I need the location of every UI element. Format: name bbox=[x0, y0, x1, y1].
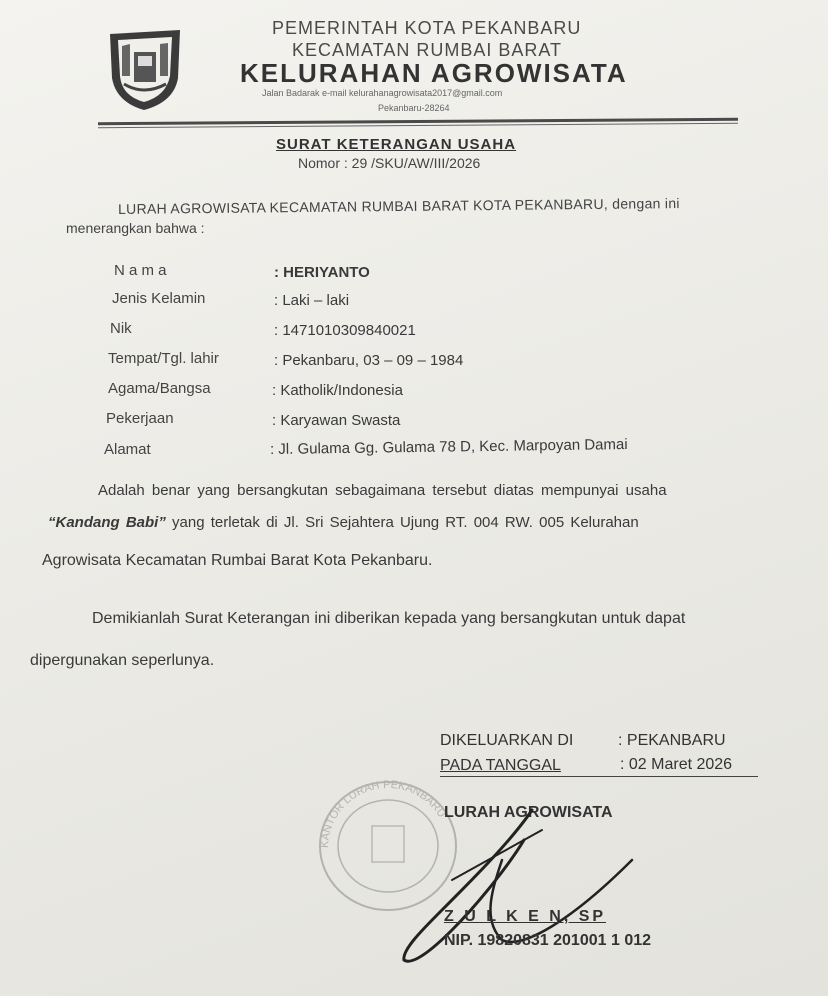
field-label-occupation: Pekerjaan bbox=[106, 410, 174, 427]
issued-date-value: : 02 Maret 2026 bbox=[620, 756, 733, 773]
letterhead-address: Jalan Badarak e-mail kelurahanagrowisata2017@gmail.com bbox=[262, 88, 503, 98]
field-label-address: Alamat bbox=[104, 441, 151, 458]
field-label-gender: Jenis Kelamin bbox=[112, 290, 206, 307]
field-value-occupation: : Karyawan Swasta bbox=[272, 412, 401, 429]
intro-line-1: LURAH AGROWISATA KECAMATAN RUMBAI BARAT KOTA PEKANBARU, dengan ini bbox=[117, 195, 680, 217]
paragraph-2-line-1: Demikianlah Surat Keterangan ini diberikan kepada yang bersangkutan untuk dapat bbox=[92, 610, 686, 627]
field-value-address: : Jl. Gulama Gg. Gulama 78 D, Kec. Marpoyan Damai bbox=[269, 436, 628, 458]
field-value-birth: : Pekanbaru, 03 – 09 – 1984 bbox=[274, 352, 464, 369]
field-label-religion: Agama/Bangsa bbox=[108, 380, 211, 397]
field-value-gender: : Laki – laki bbox=[274, 292, 350, 309]
letterhead-village: KELURAHAN AGROWISATA bbox=[240, 58, 628, 88]
field-label-name: N a m a bbox=[114, 262, 167, 279]
document-title: SURAT KETERANGAN USAHA bbox=[276, 136, 517, 153]
paragraph-1-line-2 bbox=[48, 514, 639, 531]
signatory-position: LURAH AGROWISATA bbox=[444, 804, 613, 821]
field-value-religion: : Katholik/Indonesia bbox=[272, 382, 403, 399]
letterhead-district: KECAMATAN RUMBAI BARAT bbox=[292, 40, 563, 60]
stamp-text: KANTOR LURAH PEKANBARU bbox=[318, 778, 448, 849]
field-value-name: : HERIYANTO bbox=[274, 264, 370, 281]
city-emblem-icon bbox=[104, 26, 186, 112]
field-value-nik: : 1471010309840021 bbox=[274, 322, 416, 339]
field-label-nik: Nik bbox=[110, 320, 132, 337]
paragraph-1-line-1: Adalah benar yang bersangkutan sebagaimana tersebut diatas mempunyai usaha bbox=[98, 482, 667, 499]
issued-at-value: : PEKANBARU bbox=[618, 732, 726, 749]
date-underline bbox=[440, 776, 758, 777]
document-number: Nomor : 29 /SKU/AW/III/2026 bbox=[298, 155, 481, 171]
signatory-name: Z U L K E N, SP bbox=[444, 908, 607, 925]
issued-date-label: PADA TANGGAL bbox=[440, 757, 561, 774]
intro-line-2: menerangkan bahwa : bbox=[66, 220, 205, 236]
paragraph-1-line-3: Agrowisata Kecamatan Rumbai Barat Kota Pekanbaru. bbox=[42, 552, 433, 569]
business-location: yang terletak di Jl. Sri Sejahtera Ujung RT. 004 RW. 005 Kelurahan bbox=[165, 514, 639, 531]
issued-at-label: DIKELUARKAN DI bbox=[440, 732, 574, 749]
business-name: “Kandang Babi” bbox=[48, 514, 166, 531]
letterhead-government: PEMERINTAH KOTA PEKANBARU bbox=[272, 18, 582, 38]
letterhead-postal: Pekanbaru-28264 bbox=[378, 103, 450, 113]
signatory-nip: NIP. 19820831 201001 1 012 bbox=[444, 932, 652, 949]
paragraph-2-line-2: dipergunakan seperlunya. bbox=[30, 652, 215, 669]
field-label-birth: Tempat/Tgl. lahir bbox=[108, 350, 219, 367]
